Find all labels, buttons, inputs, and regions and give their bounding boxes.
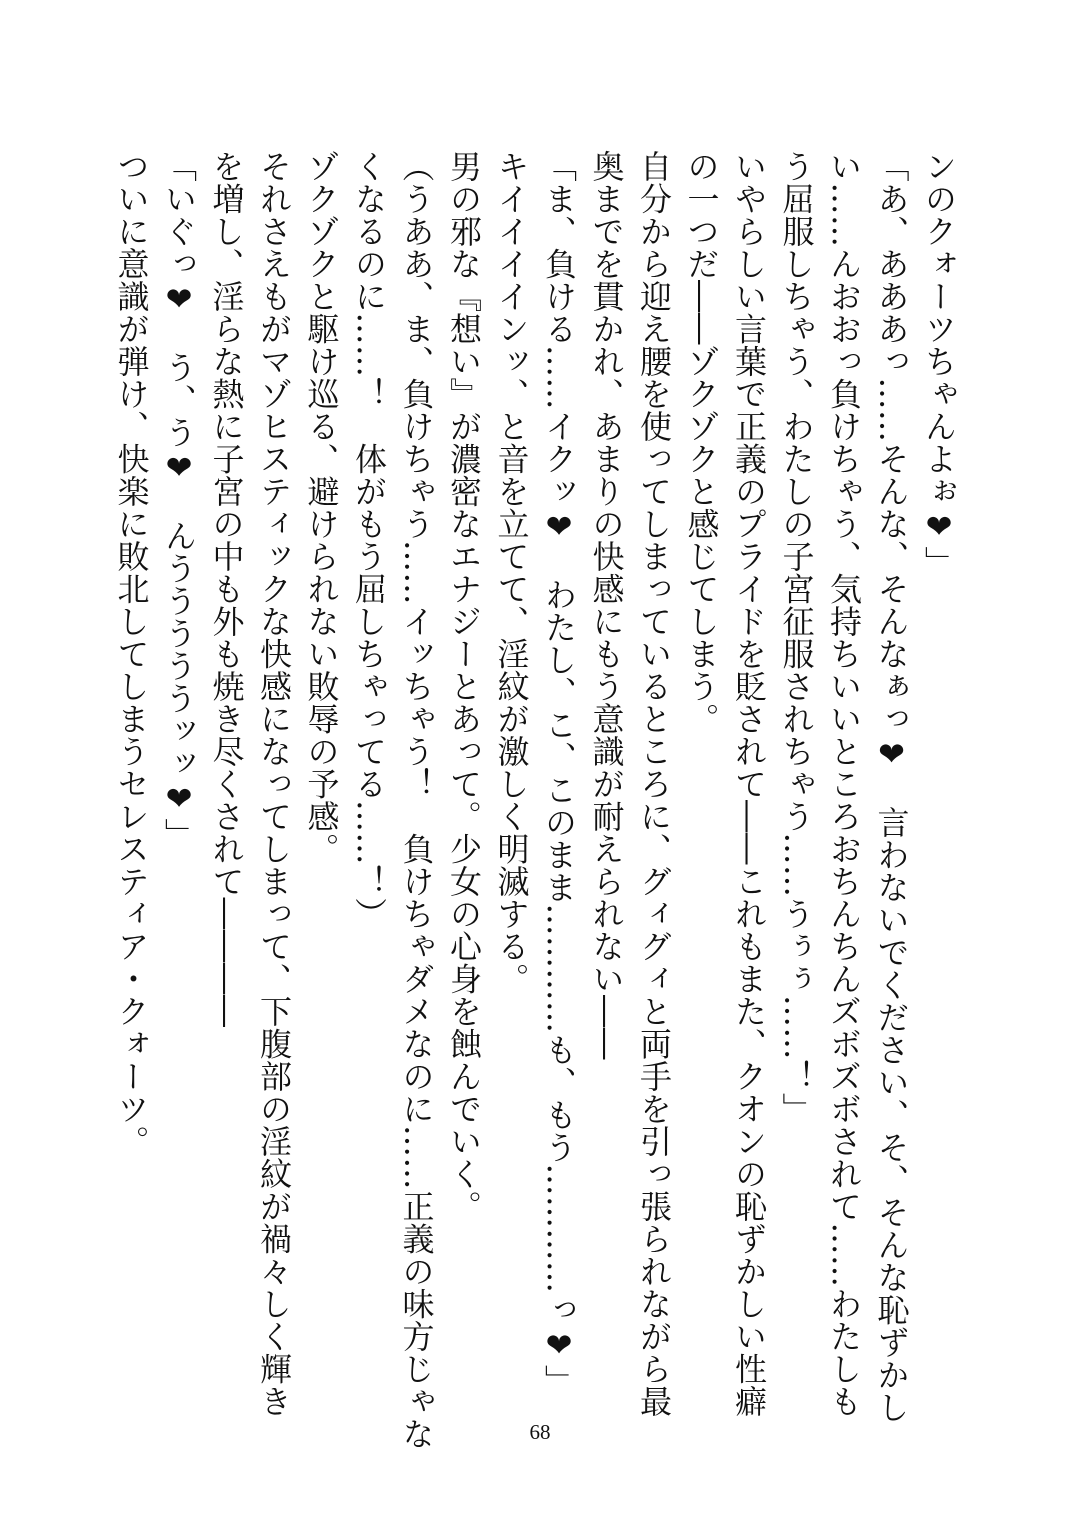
text-line: の一つだ――ゾクゾクと感じてしまう。 bbox=[682, 150, 721, 735]
text-line: い……んおおっ負けちゃう、気持ちいいところおちんちんズボズボされて……わたしも bbox=[825, 150, 863, 1418]
text-line: くなるのに……！ 体がもう屈しちゃってる……！） bbox=[350, 150, 388, 930]
text-line: 男の邪な『想い』が濃密なエナジーとあって。少女の心身を蝕んでいく。 bbox=[445, 150, 483, 1223]
text-line: それさえもがマゾヒスティックな快感になってしまって、下腹部の淫紋が禍々しく輝き bbox=[255, 150, 293, 1418]
text-line: ゾクゾクと駆け巡る、避けられない敗辱の予感。 bbox=[302, 150, 341, 865]
text-line: 奥までを貫かれ、あまりの快感にもう意識が耐えられない―― bbox=[587, 150, 626, 1060]
text-line: ンのクォーツちゃんよぉ❤」 bbox=[920, 150, 958, 579]
text-line: を増し、淫らな熱に子宮の中も外も焼き尽くされて―――― bbox=[207, 150, 246, 1028]
page-number: 68 bbox=[529, 1420, 551, 1444]
text-line: キイイイインッ、と音を立てて、淫紋が激しく明滅する。 bbox=[492, 150, 531, 995]
text-line: ついに意識が弾け、快楽に敗北してしまうセレスティア・クォーツ。 bbox=[112, 150, 151, 1158]
text-line: 自分から迎え腰を使ってしまっているところに、グィグィと両手を引っ張られながら最 bbox=[635, 150, 673, 1418]
text-line: 「ま、負ける……イクッ❤ わたし、こ、このまま…………も、もう…………っ❤」 bbox=[540, 150, 578, 1397]
text-line: 「あ、あああっ……そんな、そんなぁっ❤ 言わないでください、そ、そんな恥ずかし bbox=[872, 150, 911, 1424]
text-line: （うああ、ま、負けちゃう……イッちゃう！ 負けちゃダメなのに……正義の味方じゃな bbox=[397, 150, 436, 1450]
text-line: う屈服しちゃう、わたしの子宮征服されちゃう……うぅぅ……！」 bbox=[777, 150, 816, 1125]
text-line: 「いぐっ❤ う、う❤ んうううううッッ❤」 bbox=[160, 150, 198, 851]
text-line: いやらしい言葉で正義のプライドを貶されて――これもまた、クオンの恥ずかしい性癖 bbox=[730, 150, 768, 1418]
